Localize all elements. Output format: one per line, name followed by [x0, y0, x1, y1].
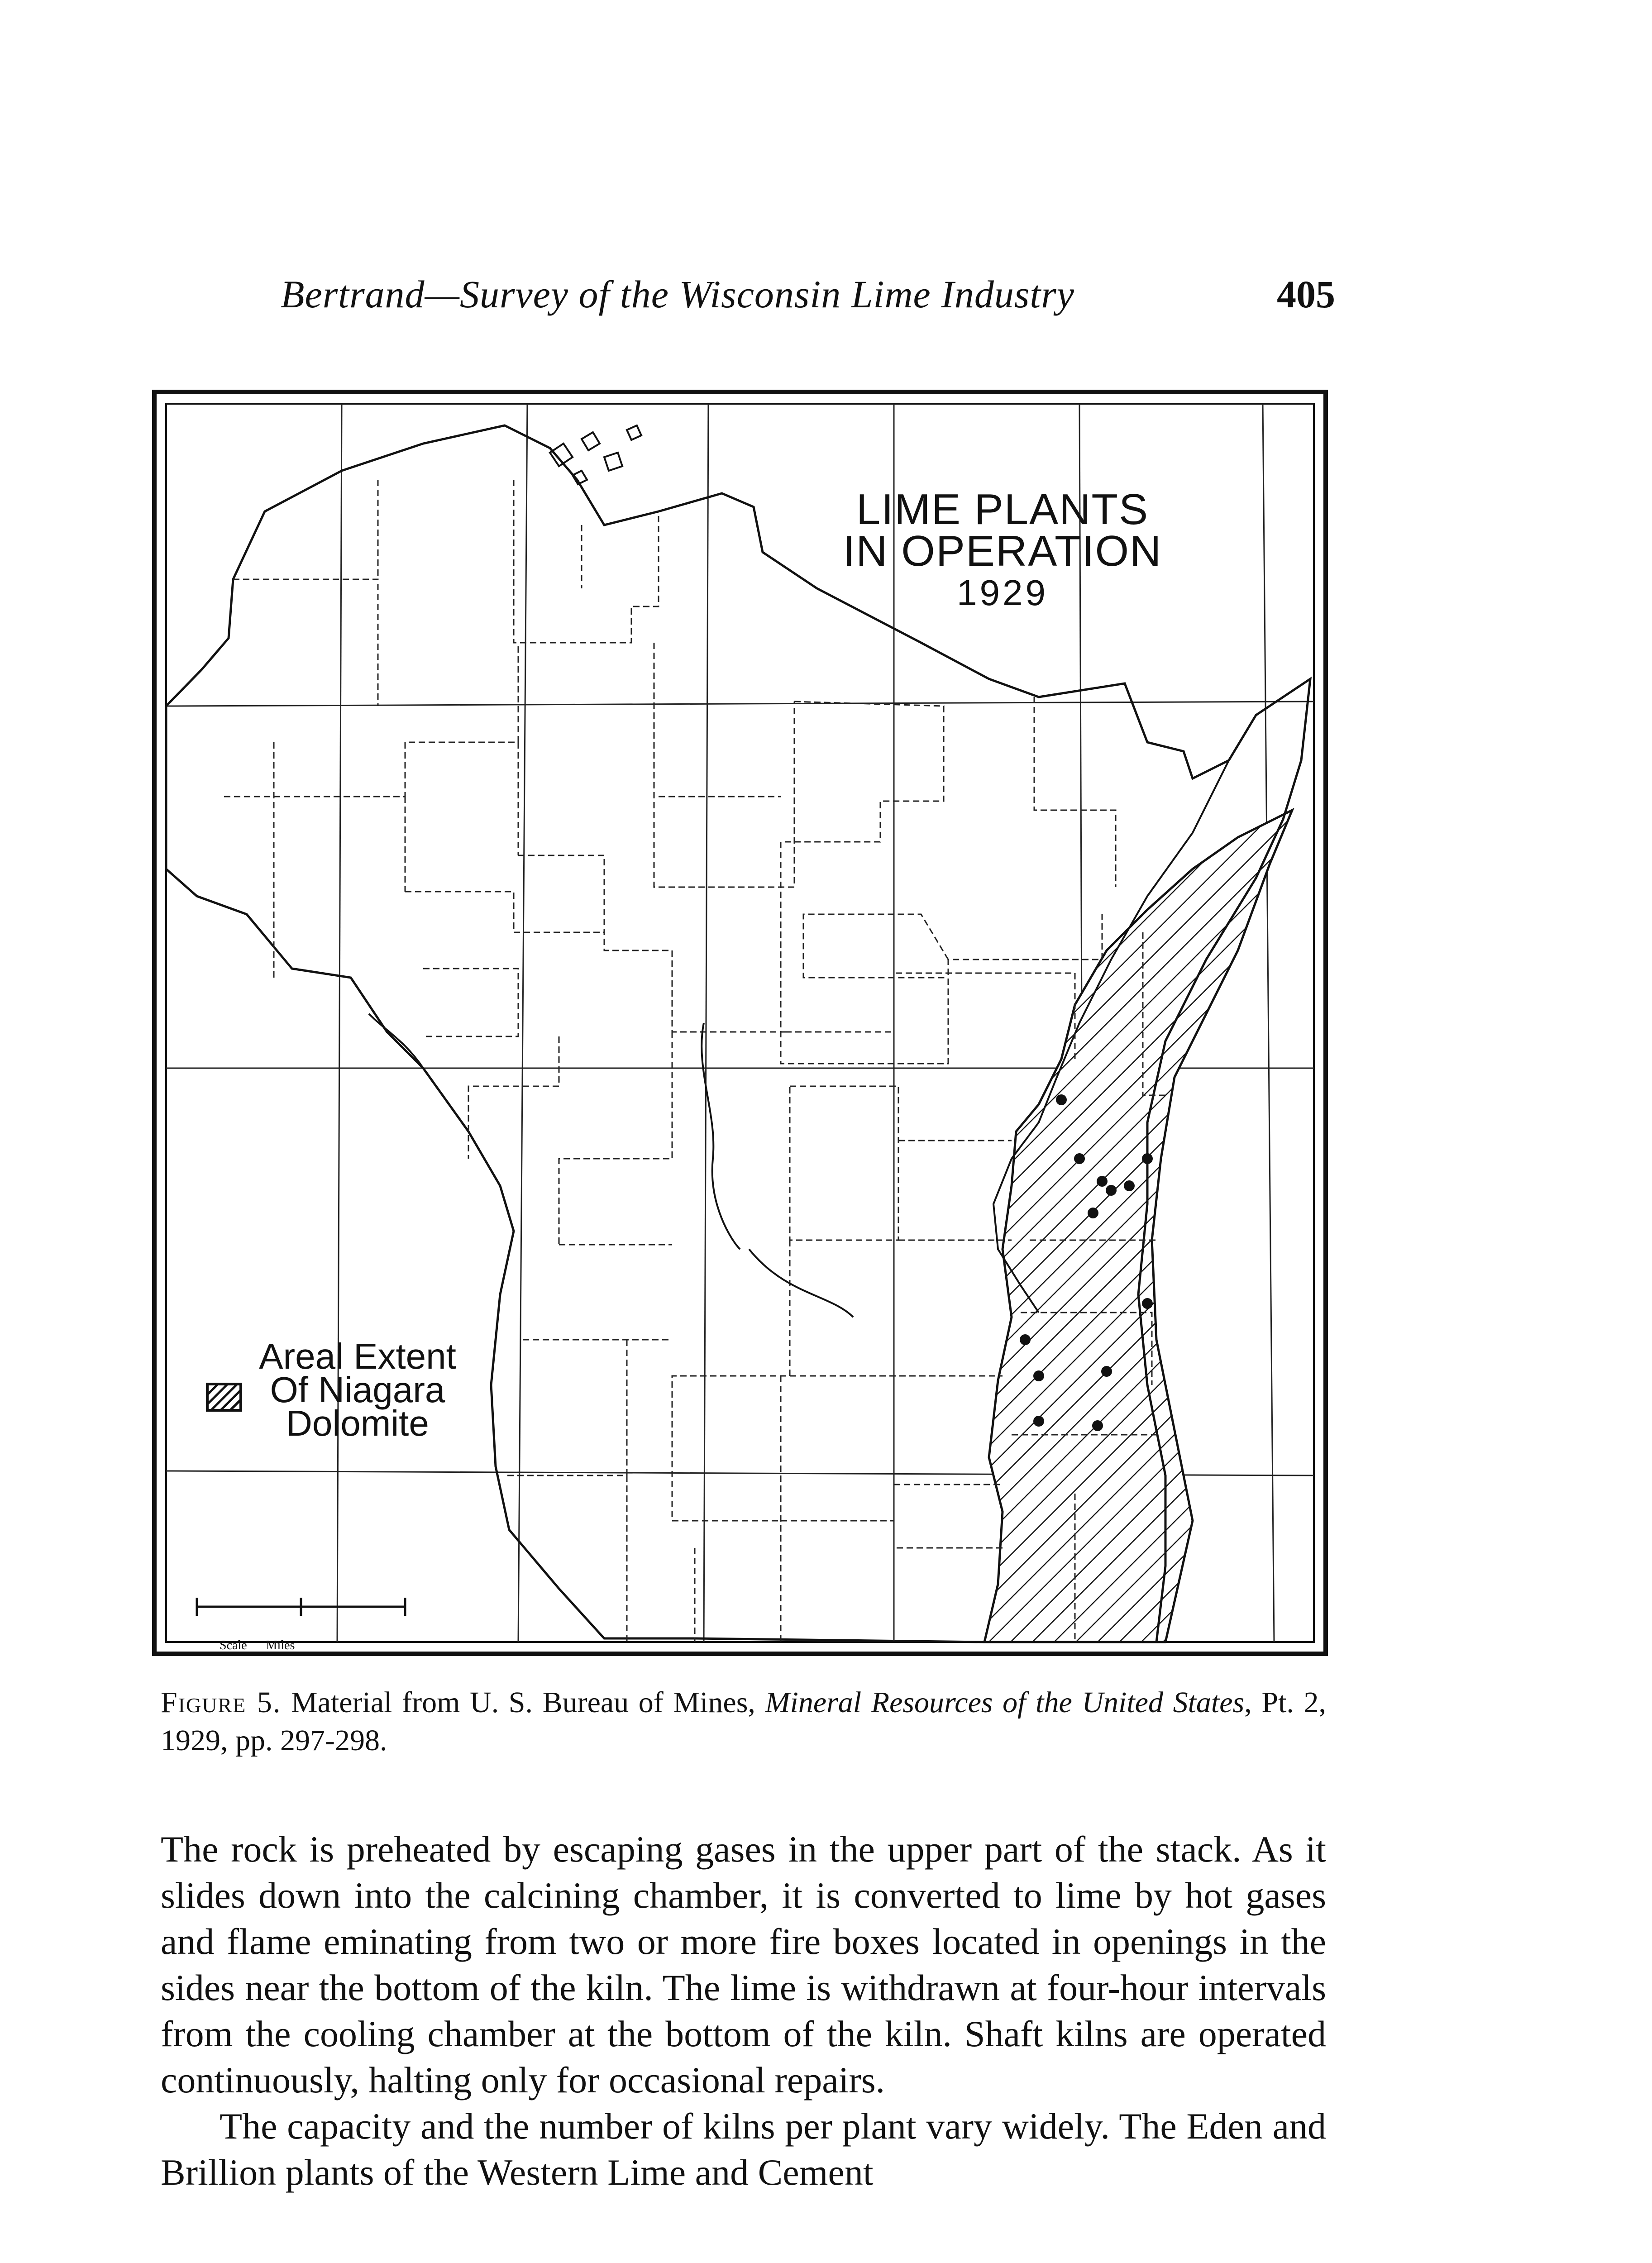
rivers	[369, 1014, 853, 1317]
paragraph: The rock is preheated by escaping gases in the upper part of the stack. As it slides down into the calcining chamber, it is converted to lime by hot gases and flame eminating from two or more fire boxes located in openings in the sides near the bottom of the kiln. The lime is withdrawn at four-hour intervals from the cooling chamber at the bottom of the kiln. Shaft kilns are operated continuously, halting only for occasional repairs.	[161, 1829, 1326, 2101]
legend-label	[256, 1336, 459, 1443]
apostle-islands	[550, 425, 641, 484]
caption-text: Material from U. S. Bureau of Mines,	[281, 1686, 765, 1719]
running-head	[281, 272, 1335, 326]
map-title	[817, 485, 1188, 614]
map-title-line: LIME PLANTS	[856, 485, 1149, 534]
page-number: 405	[1277, 272, 1335, 316]
map-title-year: 1929	[957, 573, 1048, 613]
figure-label: Figure 5.	[161, 1686, 282, 1719]
body-text	[161, 1826, 1326, 2196]
map-legend	[206, 1331, 523, 1466]
figure-caption	[161, 1684, 1326, 1760]
legend-line: Dolomite	[286, 1403, 429, 1443]
legend-line: Areal Extent	[259, 1336, 456, 1376]
wisconsin-lime-plants-map	[152, 389, 1328, 1657]
scale-label	[220, 1638, 295, 1653]
legend-line: Of Niagara	[270, 1370, 445, 1410]
niagara-dolomite-area	[984, 810, 1292, 1642]
scale-word: Scale	[220, 1638, 247, 1652]
caption-source: Mineral Resources of the United States	[765, 1686, 1245, 1719]
caption-pages: , Pt. 2, 1929, pp. 297-298.	[161, 1686, 1327, 1757]
paragraph: The capacity and the number of kilns per plant vary widely. The Eden and Brillion plants of the Western Lime and Cement	[161, 2105, 1326, 2193]
hatched-square-icon	[206, 1383, 242, 1412]
scale-bar	[197, 1598, 405, 1616]
scale-unit: Miles	[266, 1638, 295, 1652]
running-title: Bertrand—Survey of the Wisconsin Lime Industry	[281, 272, 1074, 316]
map-title-line: IN OPERATION	[843, 527, 1162, 575]
